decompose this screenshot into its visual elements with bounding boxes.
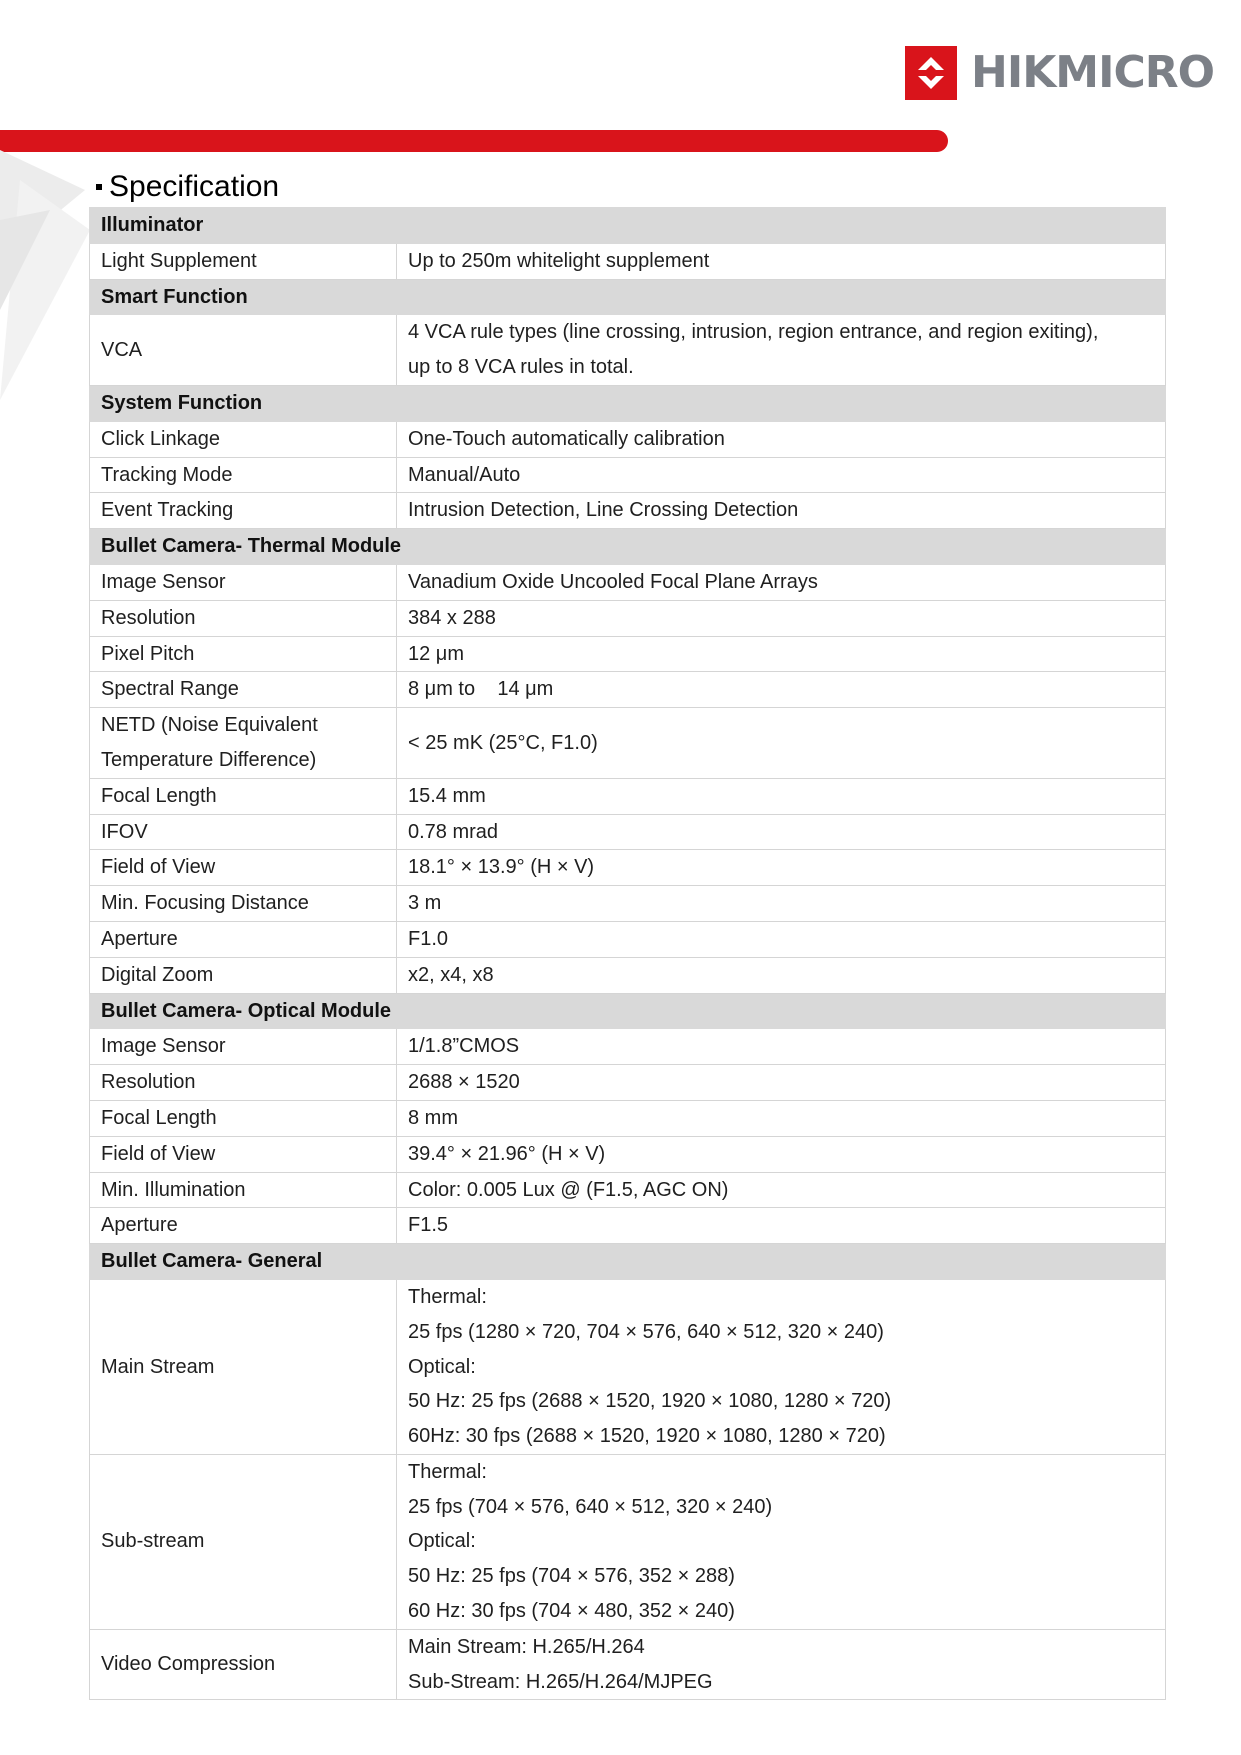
spec-value-line: Optical: <box>408 1530 476 1553</box>
spec-label: Event Tracking <box>90 493 397 529</box>
spec-value-line: Thermal: <box>408 1285 487 1308</box>
spec-row <box>90 672 1166 708</box>
section-title: Illuminator <box>90 208 1166 244</box>
spec-label: Min. Illumination <box>90 1172 397 1208</box>
spec-value-line: up to 8 VCA rules in total. <box>408 356 634 379</box>
spec-row <box>90 1208 1166 1244</box>
spec-value-line: 25 fps (704 × 576, 640 × 512, 320 × 240) <box>408 1495 773 1518</box>
spec-value-line: 18.1° × 13.9° (H × V) <box>408 856 595 879</box>
section-title: Bullet Camera- Thermal Module <box>90 529 1166 565</box>
spec-value <box>397 1629 1166 1700</box>
spec-value <box>397 672 1166 708</box>
spec-row <box>90 315 1166 386</box>
spec-label: Light Supplement <box>90 243 397 279</box>
spec-value <box>397 708 1166 779</box>
brand-name: HIKMICRO <box>971 47 1215 98</box>
spec-value <box>397 1029 1166 1065</box>
spec-value <box>397 1454 1166 1629</box>
spec-label: Main Stream <box>90 1279 397 1454</box>
spec-label: Tracking Mode <box>90 457 397 493</box>
spec-label: IFOV <box>90 814 397 850</box>
spec-value <box>397 421 1166 457</box>
spec-value-line: Optical: <box>408 1355 476 1378</box>
spec-value-line: 0.78 mrad <box>408 820 499 843</box>
spec-value-line: 12 μm <box>408 642 464 665</box>
spec-row <box>90 886 1166 922</box>
section-title: System Function <box>90 385 1166 421</box>
spec-value <box>397 1100 1166 1136</box>
spec-row <box>90 1629 1166 1700</box>
spec-row <box>90 1029 1166 1065</box>
spec-row <box>90 564 1166 600</box>
spec-value <box>397 957 1166 993</box>
spec-value-line: Sub-Stream: H.265/H.264/MJPEG <box>408 1670 713 1693</box>
spec-value <box>397 1136 1166 1172</box>
spec-row <box>90 814 1166 850</box>
spec-value-line: 25 fps (1280 × 720, 704 × 576, 640 × 512, 320 × 240) <box>408 1320 884 1343</box>
spec-value-line: 50 Hz: 25 fps (2688 × 1520, 1920 × 1080, 1280 × 720) <box>408 1390 892 1413</box>
section-header <box>90 279 1166 315</box>
spec-row <box>90 1172 1166 1208</box>
spec-value <box>397 1279 1166 1454</box>
spec-value-line: Thermal: <box>408 1460 487 1483</box>
spec-label: Image Sensor <box>90 564 397 600</box>
spec-value-line: F1.5 <box>408 1214 449 1237</box>
spec-row <box>90 457 1166 493</box>
spec-value-line: F1.0 <box>408 927 449 950</box>
spec-row <box>90 778 1166 814</box>
spec-row <box>90 708 1166 779</box>
spec-row <box>90 1454 1166 1629</box>
spec-label: Click Linkage <box>90 421 397 457</box>
brand-logo <box>905 46 1214 100</box>
spec-value <box>397 636 1166 672</box>
spec-label: Field of View <box>90 1136 397 1172</box>
section-title: Bullet Camera- Optical Module <box>90 993 1166 1029</box>
decorative-triangles <box>0 150 100 400</box>
spec-label: Resolution <box>90 600 397 636</box>
section-header <box>90 1244 1166 1280</box>
spec-value <box>397 493 1166 529</box>
spec-value-line: 8 μm to 14 μm <box>408 678 554 701</box>
spec-label: Field of View <box>90 850 397 886</box>
spec-value <box>397 1172 1166 1208</box>
spec-label: Focal Length <box>90 778 397 814</box>
spec-value <box>397 850 1166 886</box>
spec-value-line: 2688 × 1520 <box>408 1071 520 1094</box>
section-header <box>90 385 1166 421</box>
spec-value-line: 15.4 mm <box>408 784 486 807</box>
spec-label: Sub-stream <box>90 1454 397 1629</box>
spec-label: Digital Zoom <box>90 957 397 993</box>
spec-row <box>90 493 1166 529</box>
spec-row <box>90 636 1166 672</box>
spec-value-line: 4 VCA rule types (line crossing, intrusion, region entrance, and region exiting), <box>408 321 1099 344</box>
spec-value-line: < 25 mK (25°C, F1.0) <box>408 731 598 754</box>
spec-value-line: 8 mm <box>408 1106 458 1129</box>
spec-value-line: Color: 0.005 Lux @ (F1.5, AGC ON) <box>408 1178 729 1201</box>
spec-label: Spectral Range <box>90 672 397 708</box>
spec-value-line: One-Touch automatically calibration <box>408 427 725 450</box>
spec-label: Video Compression <box>90 1629 397 1700</box>
spec-row <box>90 243 1166 279</box>
spec-label: Min. Focusing Distance <box>90 886 397 922</box>
spec-row <box>90 1279 1166 1454</box>
spec-row <box>90 1136 1166 1172</box>
spec-label: Image Sensor <box>90 1029 397 1065</box>
spec-value-line: Main Stream: H.265/H.264 <box>408 1635 645 1658</box>
spec-row <box>90 1100 1166 1136</box>
spec-value-line: 39.4° × 21.96° (H × V) <box>408 1142 606 1165</box>
spec-value <box>397 1208 1166 1244</box>
spec-label: Resolution <box>90 1065 397 1101</box>
spec-value <box>397 243 1166 279</box>
spec-value-line: Intrusion Detection, Line Crossing Detection <box>408 499 799 522</box>
spec-value <box>397 315 1166 386</box>
spec-label: Focal Length <box>90 1100 397 1136</box>
spec-value <box>397 564 1166 600</box>
spec-value-line: 384 x 288 <box>408 606 496 629</box>
spec-value-line: 1/1.8”CMOS <box>408 1035 520 1058</box>
spec-label: Aperture <box>90 1208 397 1244</box>
spec-value-line: Up to 250m whitelight supplement <box>408 249 710 272</box>
spec-row <box>90 957 1166 993</box>
spec-label: VCA <box>90 315 397 386</box>
spec-label: Pixel Pitch <box>90 636 397 672</box>
spec-value <box>397 600 1166 636</box>
spec-value-line: 60Hz: 30 fps (2688 × 1520, 1920 × 1080, 1280 × 720) <box>408 1425 886 1448</box>
spec-value <box>397 778 1166 814</box>
spec-value <box>397 921 1166 957</box>
spec-value-line: 60 Hz: 30 fps (704 × 480, 352 × 240) <box>408 1600 735 1623</box>
section-header <box>90 529 1166 565</box>
spec-value-line: Vanadium Oxide Uncooled Focal Plane Arrays <box>408 570 818 593</box>
spec-value <box>397 814 1166 850</box>
spec-value-line: x2, x4, x8 <box>408 963 494 986</box>
section-header <box>90 208 1166 244</box>
bullet-icon <box>96 184 102 190</box>
spec-value <box>397 457 1166 493</box>
page-title: Specification <box>109 170 280 203</box>
section-header <box>90 993 1166 1029</box>
title-row <box>96 167 279 207</box>
spec-value-line: 3 m <box>408 892 442 915</box>
spec-row <box>90 421 1166 457</box>
section-title: Bullet Camera- General <box>90 1244 1166 1280</box>
spec-row <box>90 850 1166 886</box>
spec-row <box>90 600 1166 636</box>
spec-label: Aperture <box>90 921 397 957</box>
spec-table <box>89 207 1166 1700</box>
spec-value <box>397 886 1166 922</box>
spec-value-line: Manual/Auto <box>408 463 521 486</box>
header-red-bar <box>0 130 948 152</box>
section-title: Smart Function <box>90 279 1166 315</box>
hikmicro-logo-icon <box>905 46 957 100</box>
spec-row <box>90 921 1166 957</box>
spec-value <box>397 1065 1166 1101</box>
spec-label: NETD (Noise Equivalent Temperature Difference) <box>90 708 397 779</box>
spec-value-line: 50 Hz: 25 fps (704 × 576, 352 × 288) <box>408 1565 735 1588</box>
spec-row <box>90 1065 1166 1101</box>
